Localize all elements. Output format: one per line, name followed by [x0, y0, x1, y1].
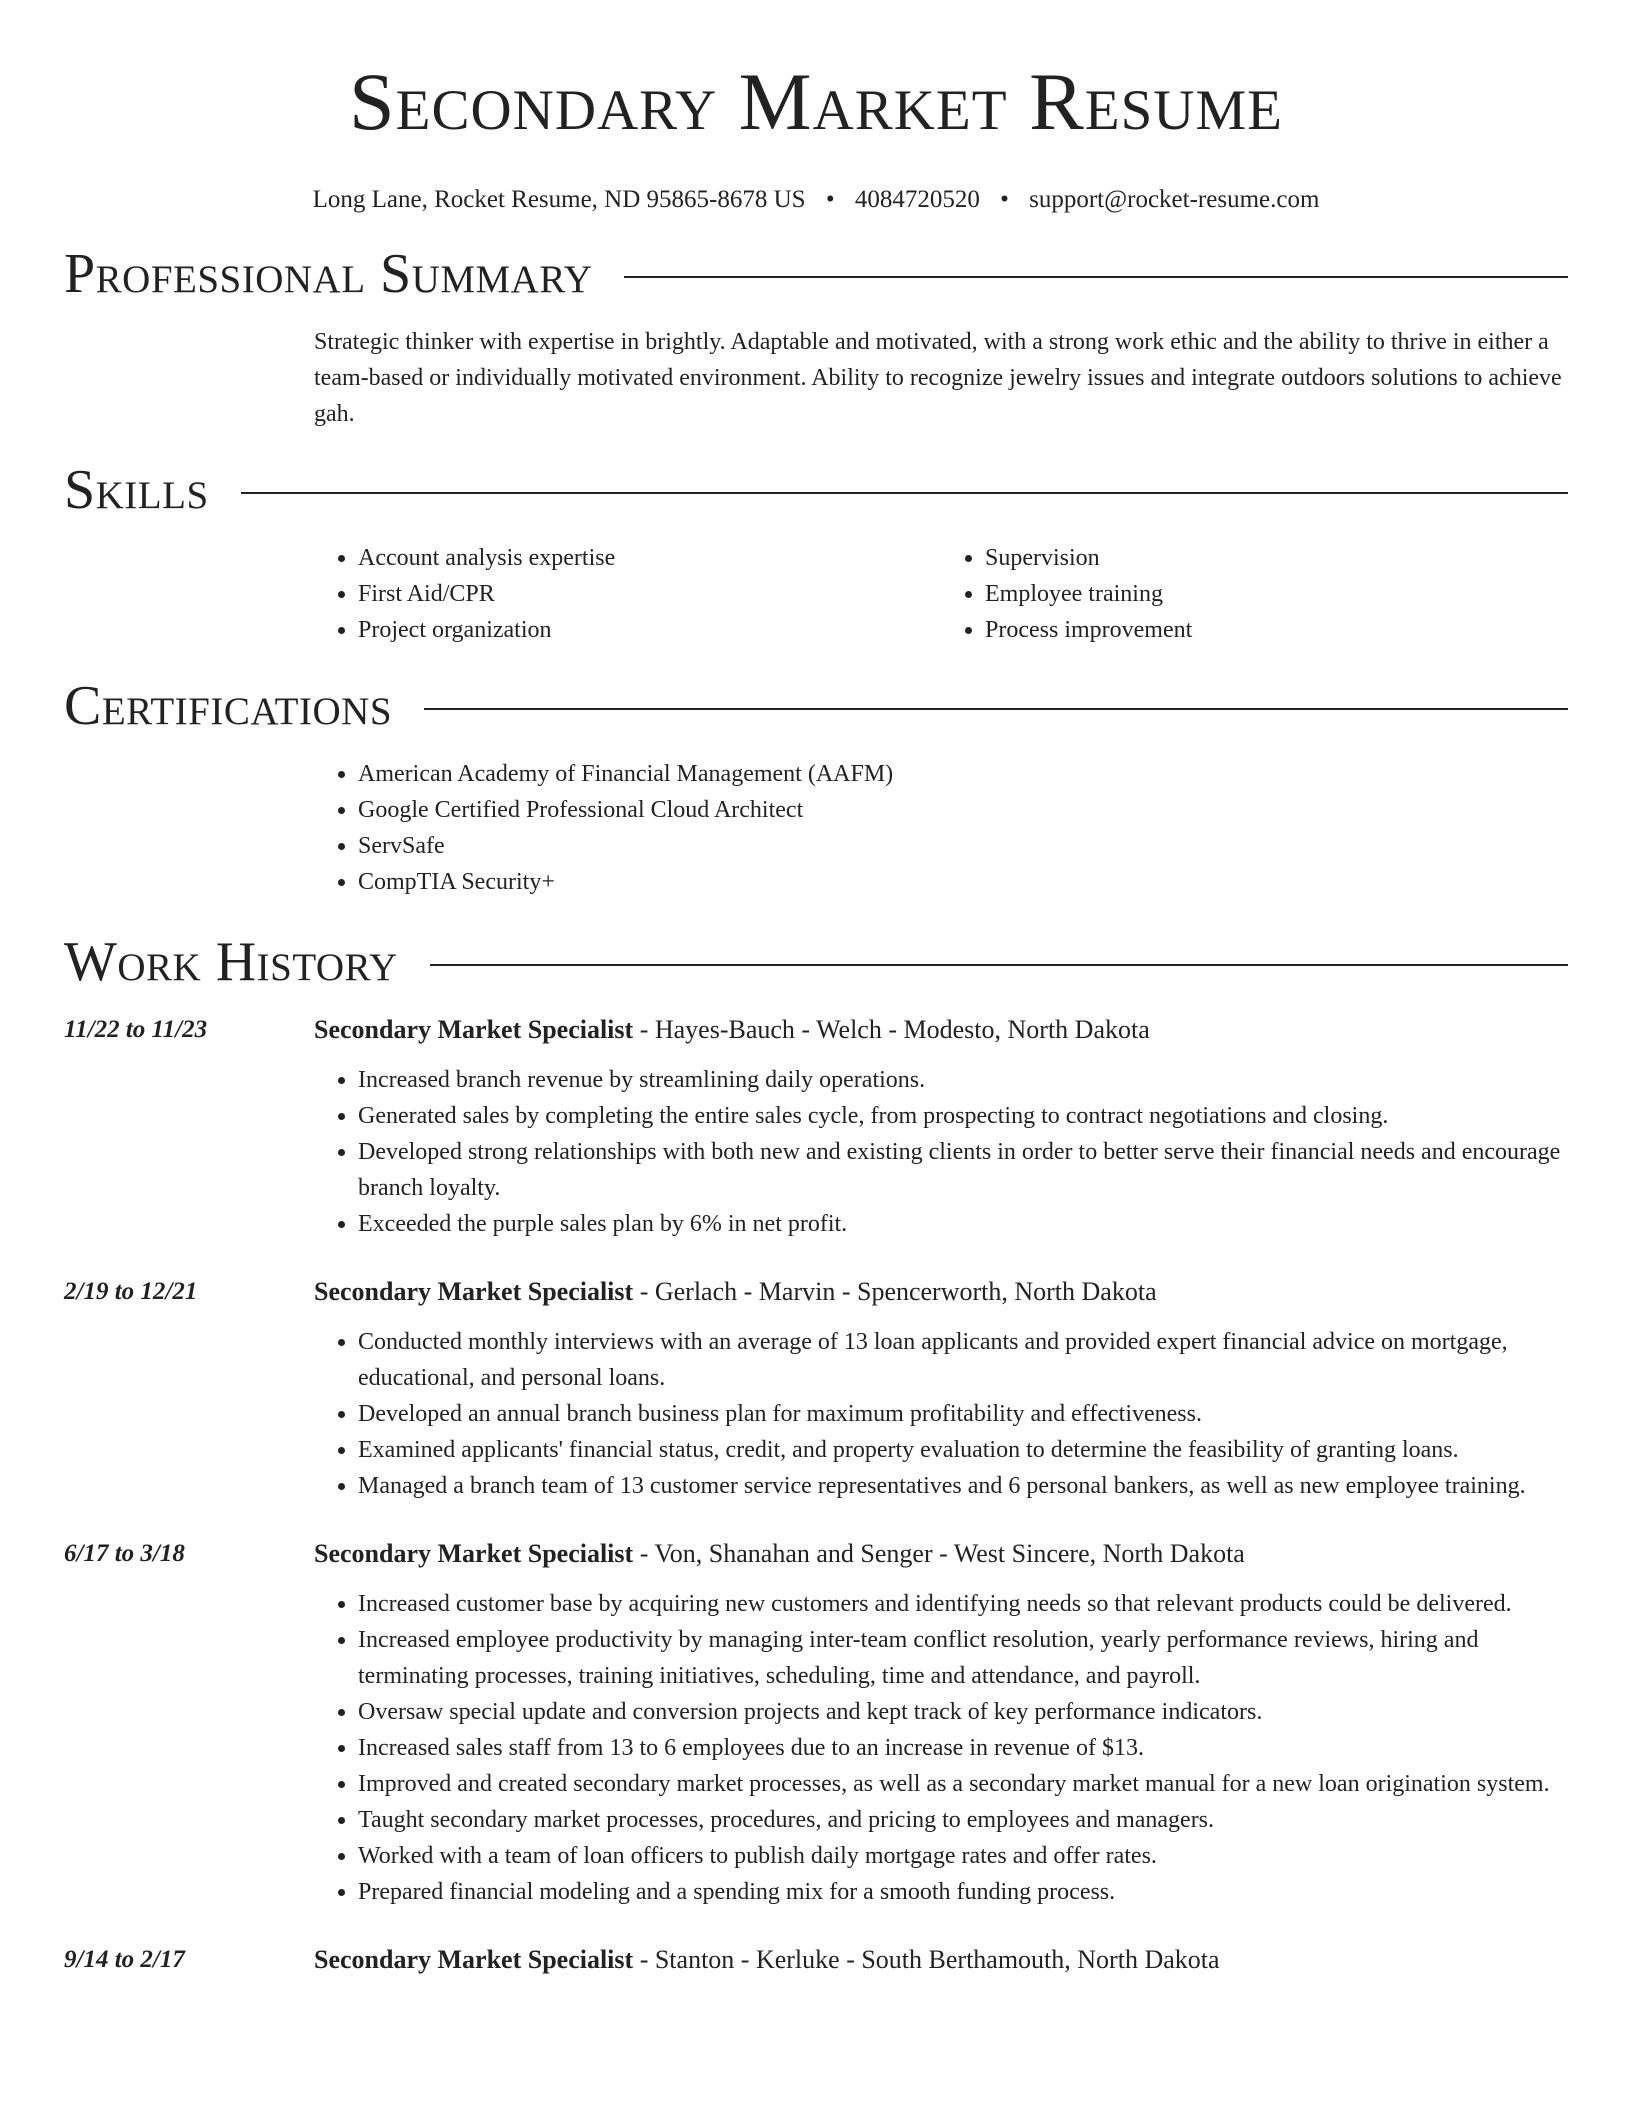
resume-title: Secondary Market Resume	[349, 56, 1283, 147]
job-duty: • Prepared financial modeling and a spending mix for a smooth funding process.	[358, 1874, 1568, 1910]
skills-column-right	[941, 540, 1568, 648]
section-divider	[430, 964, 1568, 966]
certification-item: • CompTIA Security+	[358, 864, 1568, 900]
job-duties	[314, 1062, 1568, 1242]
certifications-heading: Certifications	[64, 675, 393, 737]
skills-section-header	[64, 458, 1568, 522]
job-duty: • Conducted monthly interviews with an average of 13 loan applicants and provided expert financial advice on mortgage, educational, and personal loans.	[358, 1324, 1568, 1396]
certification-item: • Google Certified Professional Cloud Architect	[358, 792, 1568, 828]
section-divider	[624, 276, 1568, 278]
job-company: - Stanton - Kerluke - South Berthamouth, North Dakota	[633, 1945, 1220, 1974]
job-heading	[314, 1536, 1568, 1572]
contact-separator: •	[1000, 186, 1009, 213]
contact-address: Long Lane, Rocket Resume, ND 95865-8678 US	[312, 186, 806, 213]
section-divider	[241, 492, 1568, 494]
certification-item: • American Academy of Financial Management (AAFM)	[358, 756, 1568, 792]
job-duty: • Worked with a team of loan officers to publish daily mortgage rates and offer rates.	[358, 1838, 1568, 1874]
job-dates: 2/19 to 12/21	[64, 1278, 198, 1305]
job-duty: • Examined applicants' financial status, credit, and property evaluation to determine the feasibility of granting loans.	[358, 1432, 1568, 1468]
job-duty: • Increased sales staff from 13 to 6 employees due to an increase in revenue of $13.	[358, 1730, 1568, 1766]
job-company: - Gerlach - Marvin - Spencerworth, North Dakota	[633, 1277, 1157, 1306]
section-divider	[424, 708, 1568, 710]
job-duty: • Increased employee productivity by managing inter-team conflict resolution, yearly performance reviews, hiring and terminating processes, training initiatives, scheduling, time and attendance, and payroll.	[358, 1622, 1568, 1694]
job-entry	[64, 1942, 1568, 1978]
job-entry	[64, 1012, 1568, 1242]
job-duty: • Improved and created secondary market processes, as well as a secondary market manual for a new loan origination system.	[358, 1766, 1568, 1802]
work-history-heading: Work History	[64, 931, 398, 993]
summary-section-header	[64, 242, 1568, 306]
contact-phone: 4084720520	[854, 186, 980, 213]
job-duty: • Developed strong relationships with both new and existing clients in order to better serve their financial needs and encourage branch loyalty.	[358, 1134, 1568, 1206]
job-company: - Von, Shanahan and Senger - West Sincere, North Dakota	[633, 1539, 1245, 1568]
skills-heading: Skills	[64, 459, 209, 521]
skills-column-left	[314, 540, 941, 648]
job-heading	[314, 1942, 1568, 1978]
job-heading	[314, 1274, 1568, 1310]
job-duties	[314, 1586, 1568, 1910]
contact-line	[64, 184, 1568, 216]
job-role: Secondary Market Specialist	[314, 1015, 634, 1044]
skills-list	[314, 540, 1568, 648]
job-company: - Hayes-Bauch - Welch - Modesto, North Dakota	[633, 1015, 1150, 1044]
job-duty: • Managed a branch team of 13 customer service representatives and 6 personal bankers, as well as new employee training.	[358, 1468, 1568, 1504]
job-dates: 6/17 to 3/18	[64, 1540, 185, 1567]
contact-separator: •	[825, 186, 835, 213]
job-duty: • Increased branch revenue by streamlining daily operations.	[358, 1062, 1568, 1098]
skill-item: • Project organization	[358, 612, 941, 648]
job-role: Secondary Market Specialist	[314, 1945, 634, 1974]
skill-item: • First Aid/CPR	[358, 576, 941, 612]
summary-text: Strategic thinker with expertise in brightly. Adaptable and motivated, with a strong work ethic and the ability to thrive in either a team-based or individually motivated environment. Ability to recognize jewelry issues and integrate outdoors solutions to achieve gah.	[314, 329, 1562, 427]
job-dates: 11/22 to 11/23	[64, 1016, 208, 1043]
summary-heading: Professional Summary	[64, 243, 593, 305]
job-duty: • Exceeded the purple sales plan by 6% in net profit.	[358, 1206, 1568, 1242]
contact-email: support@rocket-resume.com	[1029, 186, 1320, 213]
job-duty: • Taught secondary market processes, procedures, and pricing to employees and managers.	[358, 1802, 1568, 1838]
skill-item: • Supervision	[985, 540, 1568, 576]
job-duty: • Oversaw special update and conversion projects and kept track of key performance indicators.	[358, 1694, 1568, 1730]
certifications-list	[314, 756, 1568, 900]
skill-item: • Account analysis expertise	[358, 540, 941, 576]
job-dates: 9/14 to 2/17	[64, 1946, 185, 1973]
job-entry	[64, 1536, 1568, 1910]
job-duty: • Generated sales by completing the entire sales cycle, from prospecting to contract negotiations and closing.	[358, 1098, 1568, 1134]
skill-item: • Process improvement	[985, 612, 1568, 648]
job-duty: • Increased customer base by acquiring new customers and identifying needs so that relevant products could be delivered.	[358, 1586, 1568, 1622]
job-duties	[314, 1324, 1568, 1504]
skill-item: • Employee training	[985, 576, 1568, 612]
job-entry	[64, 1274, 1568, 1504]
work-history-section-header	[64, 930, 1568, 994]
certification-item: • ServSafe	[358, 828, 1568, 864]
job-duty: • Developed an annual branch business plan for maximum profitability and effectiveness.	[358, 1396, 1568, 1432]
job-heading	[314, 1012, 1568, 1048]
job-role: Secondary Market Specialist	[314, 1539, 634, 1568]
certifications-section-header	[64, 674, 1568, 738]
job-role: Secondary Market Specialist	[314, 1277, 634, 1306]
